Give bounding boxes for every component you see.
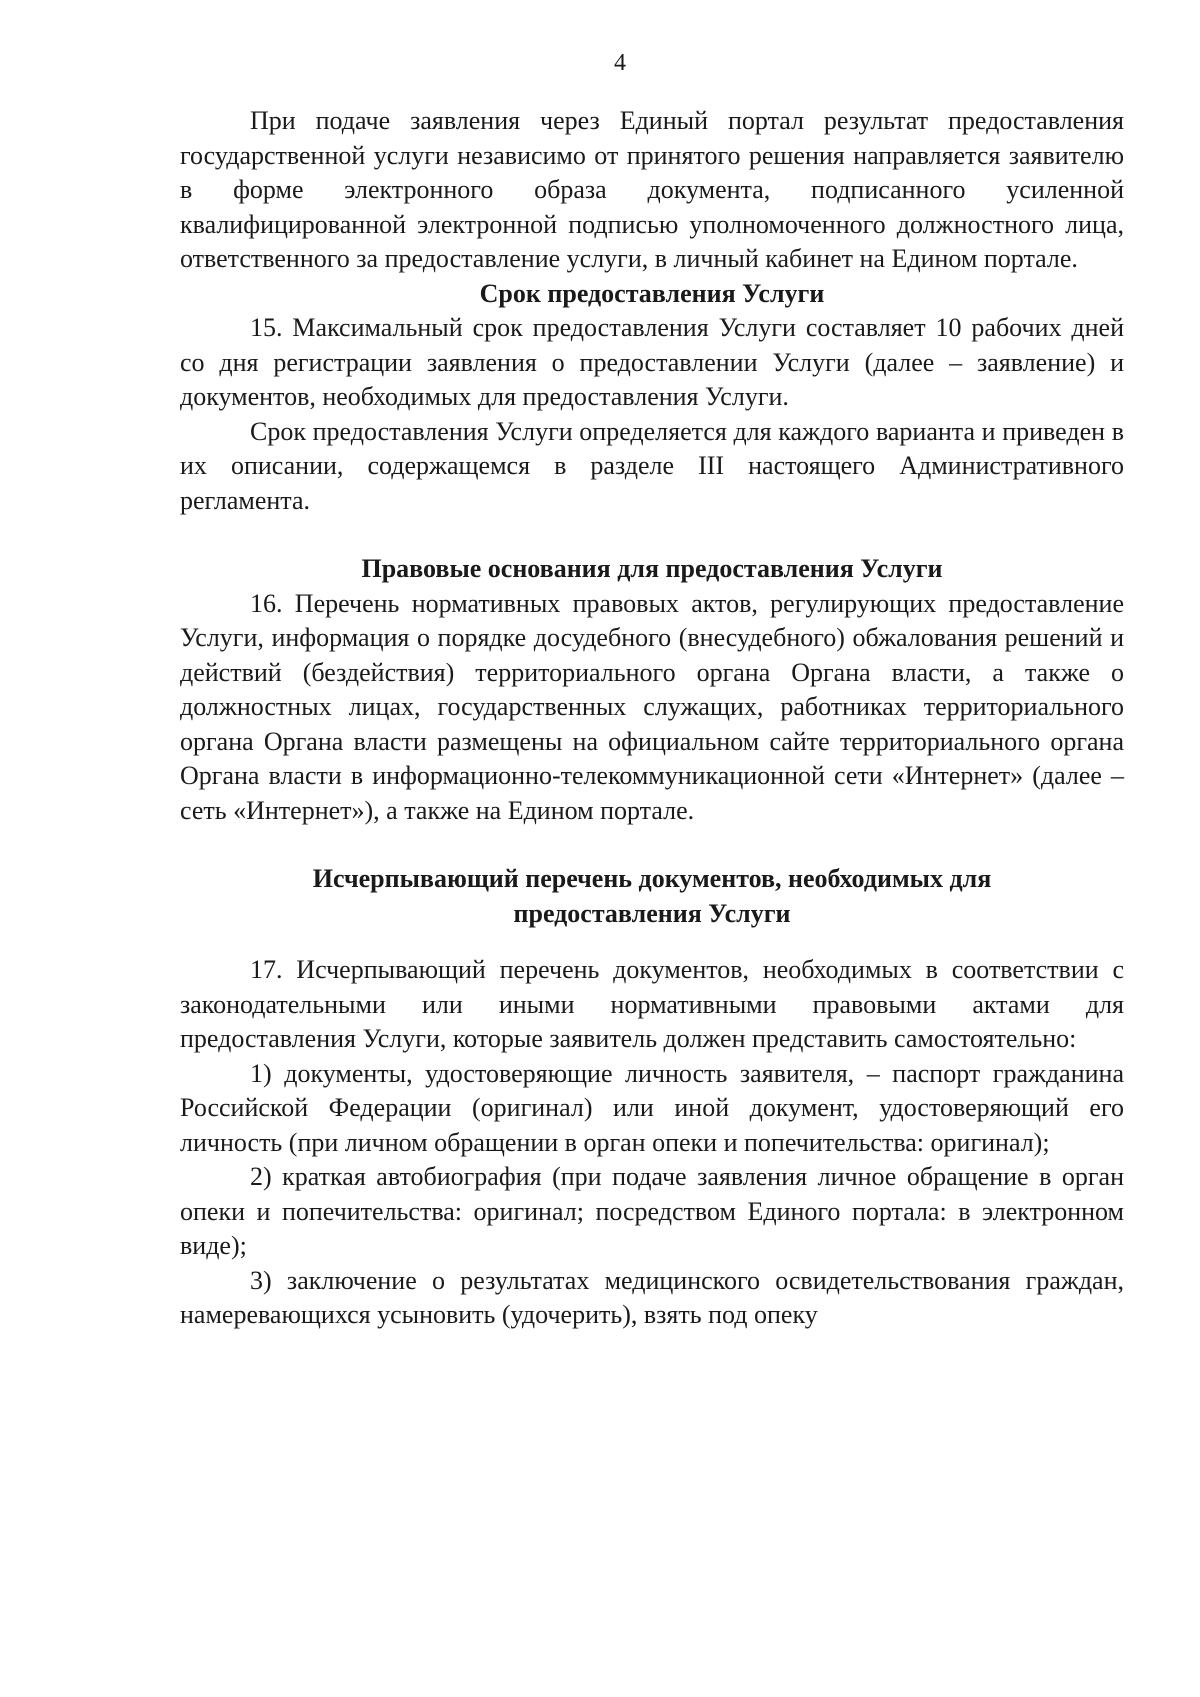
paragraph-term-variants: Срок предоставления Услуги определяется для каждого варианта и приведен в их описании, содержащемся в разделе III настоящего Административного регламента. <box>180 416 1124 515</box>
document-body <box>180 104 1124 1333</box>
paragraph-15: 15. Максимальный срок предоставления Услуги составляет 10 рабочих дней со дня регистрации заявления о предоставлении Услуги (далее – заявление) и документов, необходимых для предоставления Услуги. <box>180 313 1124 411</box>
heading-legal-grounds: Правовые основания для предоставления Услуги <box>361 554 943 583</box>
heading-documents-line-2: предоставления Услуги <box>513 898 791 928</box>
heading-service-term: Срок предоставления Услуги <box>479 278 825 308</box>
paragraph-17: 17. Исчерпывающий перечень документов, необходимых в соответствии с законодательными или иными нормативными правовыми актами для предоставления Услуги, которые заявитель должен представить самостоятельно: <box>180 955 1124 1053</box>
paragraph-intro: При подаче заявления через Единый портал результат предоставления государственной услуги независимо от принятого решения направляется заявителю в форме электронного образа документа, подписанного усиленной квалифицированной электронной подписью уполномоченного должностного лица, ответственного за предоставление услуги, в личный кабинет на Едином портале. <box>180 106 1124 273</box>
list-item-3: 3) заключение о результатах медицинского освидетельствования граждан, намеревающихся усыновить (удочерить), взять под опеку <box>180 1265 1124 1329</box>
heading-documents-line-1: Исчерпывающий перечень документов, необходимых для <box>312 864 992 893</box>
paragraph-16: 16. Перечень нормативных правовых актов, регулирующих предоставление Услуги, информация о порядке досудебного (внесудебного) обжалования решений и действий (бездействия) территориального органа Органа власти, а также о должностных лицах, государственных служащих, работниках территориального органа Органа власти размещены на официальном сайте территориального органа Органа власти в информационно-телекоммуникационной сети «Интернет» (далее – сеть «Интернет»), а также на Едином портале. <box>180 588 1124 825</box>
list-item-1: 1) документы, удостоверяющие личность заявителя, – паспорт гражданина Российской Федерации (оригинал) или иной документ, удостоверяющий его личность (при личном обращении в орган опеки и попечительства: оригинал); <box>180 1058 1124 1157</box>
page-number: 4 <box>614 50 626 76</box>
list-item-2: 2) краткая автобиография (при подаче заявления личное обращение в орган опеки и попечительства: оригинал; посредством Единого портала: в электронном виде); <box>180 1162 1124 1260</box>
